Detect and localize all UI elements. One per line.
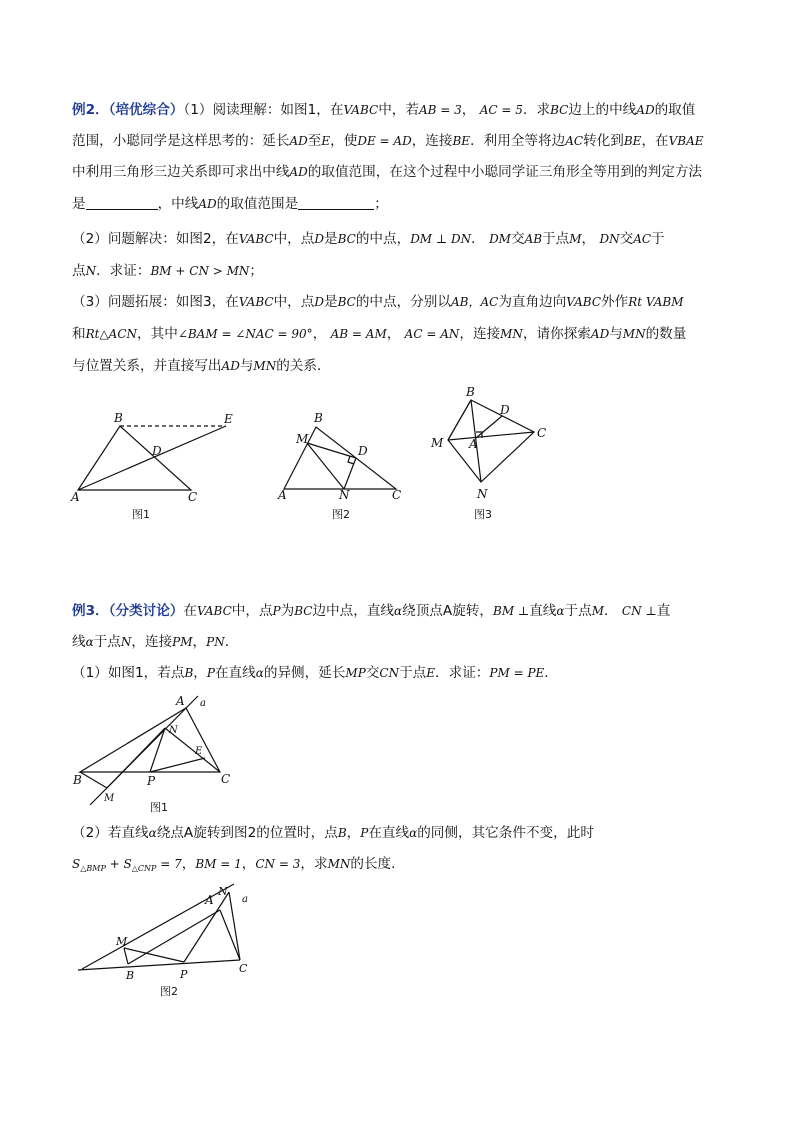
- math: MN: [622, 327, 646, 341]
- label-P: P: [180, 968, 188, 981]
- ex2-line-3: [72, 163, 702, 181]
- math: PN: [206, 635, 225, 649]
- segment-mb: [124, 948, 128, 964]
- math: D: [314, 295, 324, 309]
- text: 是: [323, 294, 338, 310]
- label-C: C: [537, 426, 547, 440]
- text: ，在: [641, 133, 669, 149]
- math: DE = AD: [357, 134, 412, 148]
- math: MN: [253, 359, 277, 373]
- text: 与: [239, 358, 254, 374]
- text: 中，点: [273, 231, 315, 247]
- math: AC: [633, 232, 652, 246]
- text: 的中点，: [355, 231, 411, 247]
- label-B: B: [114, 411, 123, 425]
- label-alpha: a: [200, 698, 206, 709]
- segment-mn: [307, 443, 344, 489]
- ex3-label: 例3．: [72, 603, 109, 619]
- text: ．求: [522, 102, 551, 118]
- text: 的长度．: [350, 856, 405, 872]
- ex3-line-2: [72, 633, 238, 651]
- text: ，: [581, 231, 596, 247]
- label-D: D: [358, 444, 368, 458]
- ex2-line-1: [72, 101, 695, 119]
- segment-nc: [229, 892, 240, 960]
- text: 线: [72, 634, 86, 650]
- label-N: N: [218, 885, 228, 898]
- math: CN: [379, 666, 400, 680]
- segment-mn: [107, 728, 165, 788]
- text: 绕点A旋转到图2的位置时，点: [156, 825, 338, 841]
- text: ，使: [330, 133, 358, 149]
- math: D: [314, 232, 324, 246]
- text: （2）若直线: [72, 825, 149, 841]
- text: 中，点: [273, 294, 315, 310]
- text: 于点: [399, 665, 427, 681]
- ex3-line-1: [72, 602, 670, 620]
- math: BC: [550, 103, 569, 117]
- text: ，连接: [131, 634, 173, 650]
- math: E: [426, 666, 436, 680]
- text: ，: [241, 856, 256, 872]
- math: VBAE: [668, 134, 704, 148]
- segment-mb: [448, 400, 471, 440]
- label-N: N: [477, 487, 488, 501]
- text: 中利用三角形三边关系即可求出中线: [72, 164, 290, 180]
- math: α: [556, 604, 565, 618]
- text: 的中点，分别以: [355, 294, 451, 310]
- figure-caption: 图1: [150, 801, 168, 814]
- math: VABC: [566, 295, 602, 309]
- math: AD: [289, 134, 308, 148]
- segment-pn: [150, 728, 165, 772]
- label-P: P: [147, 774, 156, 788]
- text: 绕顶点A旋转，: [402, 603, 493, 619]
- ex3-line-3: [72, 664, 558, 682]
- math: M: [591, 604, 604, 618]
- label-A: A: [176, 694, 185, 708]
- figure-caption: 图1: [132, 508, 150, 521]
- text: 的取值范围，在这个过程中小聪同学证三角形全等用到的判定方法: [307, 164, 703, 180]
- text: ，: [192, 634, 207, 650]
- math: B: [337, 826, 347, 840]
- math: BE: [623, 134, 642, 148]
- math: Rt△ACN: [85, 327, 138, 341]
- text: 于点: [93, 634, 121, 650]
- text: （2）问题解决：如图2，在: [72, 231, 239, 247]
- math: α: [148, 826, 157, 840]
- ex2-line-2: [72, 132, 704, 150]
- math: VABC: [343, 103, 379, 117]
- ex3-line-4: [72, 824, 594, 842]
- label-D: D: [152, 444, 162, 458]
- math: E: [321, 134, 331, 148]
- math: P: [206, 666, 215, 680]
- math: CN = 3: [255, 857, 301, 871]
- ex2-line-7: [72, 293, 684, 311]
- text: ．求证：: [435, 665, 490, 681]
- segment-pe: [150, 758, 205, 772]
- label-C: C: [188, 490, 198, 504]
- text: 点: [72, 263, 86, 279]
- text: ，: [386, 326, 401, 342]
- math: α: [255, 666, 264, 680]
- math: B: [184, 666, 194, 680]
- math: AC = 5: [479, 103, 523, 117]
- text: 交: [619, 231, 634, 247]
- math: AD: [590, 327, 610, 341]
- text: 的异侧，延长: [263, 665, 346, 681]
- math: M: [569, 232, 582, 246]
- text: ，连接: [459, 326, 501, 342]
- figure-caption: 图2: [160, 985, 178, 998]
- label-C: C: [221, 772, 231, 786]
- math: α: [394, 604, 403, 618]
- text: 于点: [542, 231, 570, 247]
- label-C: C: [239, 962, 248, 975]
- label-B: B: [466, 385, 475, 399]
- ex2-line-6: [72, 262, 263, 280]
- math: N: [120, 635, 132, 649]
- label-B: B: [126, 969, 135, 982]
- text: ；: [374, 196, 388, 212]
- math: DM: [489, 232, 511, 246]
- line-bc-extended: [78, 960, 240, 970]
- text: ，: [461, 102, 476, 118]
- ex3-line-5: [72, 855, 405, 878]
- math: AB: [524, 232, 543, 246]
- text: ，连接: [411, 133, 453, 149]
- answer-blank-2[interactable]: [298, 195, 374, 210]
- math: MN: [327, 857, 351, 871]
- math: Rt VABM: [628, 295, 684, 309]
- text: ，其中: [137, 326, 178, 342]
- math: MP: [345, 666, 366, 680]
- text: ，: [346, 825, 361, 841]
- text: 至: [307, 133, 322, 149]
- math: CN ⊥: [621, 604, 657, 618]
- text: 于点: [564, 603, 592, 619]
- text: 边中点，直线: [312, 603, 395, 619]
- ex2-line-4: [72, 195, 388, 213]
- label-D: D: [500, 403, 510, 417]
- ex2-figure-3: [426, 382, 561, 527]
- text: ，: [312, 326, 327, 342]
- text: （1）阅读理解：如图1，在: [183, 102, 344, 118]
- text: ．: [471, 231, 485, 247]
- math: BM ⊥: [493, 604, 530, 618]
- label-M: M: [104, 793, 115, 804]
- text: 范围，小聪同学是这样思考的：延长: [72, 133, 290, 149]
- math: AC: [565, 134, 584, 148]
- math: = 7: [156, 857, 182, 871]
- text: ；: [249, 263, 264, 279]
- math: α: [409, 826, 418, 840]
- math: BM = 1: [195, 857, 242, 871]
- text: 为直角边向: [498, 294, 567, 310]
- ex3-figure-2: [72, 882, 257, 1002]
- math: VABC: [238, 232, 274, 246]
- text: 交: [510, 231, 525, 247]
- math: BM + CN > MN: [150, 264, 250, 278]
- math: α: [85, 635, 94, 649]
- ex3-figure-1: [70, 690, 245, 815]
- text: ，: [181, 856, 196, 872]
- segment-ad: [476, 416, 502, 438]
- math-subscript: △BMP: [80, 864, 106, 873]
- text: 与位置关系，并直接写出: [72, 358, 222, 374]
- median-extension-ae: [78, 426, 226, 490]
- math: P: [360, 826, 369, 840]
- text: 的数量: [645, 326, 687, 342]
- text: （1）如图1，若点: [72, 665, 185, 681]
- segment-ac: [220, 910, 240, 960]
- segment-mc: [448, 432, 534, 440]
- ex3-tag: （分类讨论）: [108, 603, 184, 619]
- segment-bm: [80, 772, 107, 788]
- text: 在直线: [214, 665, 256, 681]
- math-subscript: △CNP: [131, 864, 157, 873]
- math: S: [123, 857, 132, 871]
- math: PM: [172, 635, 193, 649]
- math: BC: [337, 295, 356, 309]
- answer-blank-1[interactable]: [86, 195, 158, 210]
- math: VABC: [197, 604, 232, 618]
- ex2-tag: （培优综合）: [108, 102, 184, 118]
- math: DN: [599, 232, 620, 246]
- segment-mp: [124, 948, 184, 962]
- text: 的取值范围是: [216, 196, 299, 212]
- text: 的关系．: [276, 358, 331, 374]
- math: N: [85, 264, 97, 278]
- triangle-abc: [78, 426, 191, 490]
- quadrilateral-bcnm: [448, 400, 534, 482]
- label-A: A: [278, 488, 287, 502]
- text: 的取值: [654, 102, 696, 118]
- text: 转化到: [583, 133, 624, 149]
- ex2-line-8: [72, 325, 686, 343]
- math: AB = AM: [330, 327, 387, 341]
- math: AD: [198, 197, 217, 211]
- label-A: A: [71, 490, 80, 504]
- text: ．: [544, 665, 558, 681]
- text: 边上的中线: [568, 102, 637, 118]
- text: （3）问题拓展：如图3，在: [72, 294, 239, 310]
- label-C: C: [392, 488, 402, 502]
- math: +: [105, 857, 124, 871]
- text: ．求证：: [96, 263, 151, 279]
- segment-dm: [307, 443, 356, 458]
- text: 直: [656, 603, 671, 619]
- math: AB = 3: [418, 103, 462, 117]
- text: ，中线: [157, 196, 199, 212]
- math: DM ⊥ DN: [410, 232, 472, 246]
- text: ，: [193, 665, 207, 681]
- label-A: A: [469, 437, 478, 451]
- math: VABC: [238, 295, 274, 309]
- text: 外作: [601, 294, 629, 310]
- text: 是: [323, 231, 338, 247]
- text: 中，点: [231, 603, 273, 619]
- text: 在直线: [368, 825, 410, 841]
- text: 是: [72, 196, 86, 212]
- text: 中，若: [378, 102, 419, 118]
- triangle-abc: [80, 708, 220, 772]
- label-M: M: [116, 935, 128, 948]
- math: BC: [294, 604, 313, 618]
- math: AD: [289, 165, 308, 179]
- ex2-figure-2: [278, 405, 418, 525]
- text: 的同侧，其它条件不变，此时: [417, 825, 594, 841]
- ex2-line-9: [72, 357, 331, 375]
- label-alpha: a: [242, 894, 248, 905]
- label-E: E: [195, 746, 203, 757]
- label-M: M: [431, 436, 444, 450]
- math: MN: [500, 327, 523, 341]
- math: S: [72, 857, 81, 871]
- label-M: M: [296, 432, 309, 446]
- ex2-line-5: [72, 230, 665, 248]
- ex2-label: 例2．: [72, 102, 109, 118]
- text: ．: [604, 603, 618, 619]
- text: ，求: [300, 856, 328, 872]
- math: BC: [337, 232, 356, 246]
- label-B: B: [73, 773, 82, 787]
- math: AD: [636, 103, 655, 117]
- label-N: N: [339, 488, 350, 502]
- label-N: N: [169, 725, 178, 736]
- text: 于: [651, 231, 665, 247]
- math: AB，AC: [450, 295, 499, 309]
- label-A: A: [205, 893, 214, 907]
- text: 在: [183, 603, 198, 619]
- text: 为: [280, 603, 295, 619]
- text: ，请你探索: [522, 326, 591, 342]
- text: 和: [72, 326, 86, 342]
- text: ．利用全等将边: [470, 133, 566, 149]
- label-B: B: [314, 411, 323, 425]
- figure-caption: 图2: [332, 508, 350, 521]
- math: ∠BAM = ∠NAC = 90°: [177, 327, 313, 341]
- text: 交: [365, 665, 380, 681]
- text: 直线: [529, 603, 557, 619]
- label-E: E: [224, 412, 233, 426]
- figure-caption: 图3: [474, 508, 492, 521]
- text: ．: [224, 634, 239, 650]
- math: BE: [452, 134, 471, 148]
- math: PM = PE: [489, 666, 545, 680]
- math: P: [272, 604, 281, 618]
- math: AC = AN: [404, 327, 460, 341]
- ex2-figure-1: [68, 410, 248, 525]
- math: AD: [221, 359, 240, 373]
- text: 与: [609, 326, 623, 342]
